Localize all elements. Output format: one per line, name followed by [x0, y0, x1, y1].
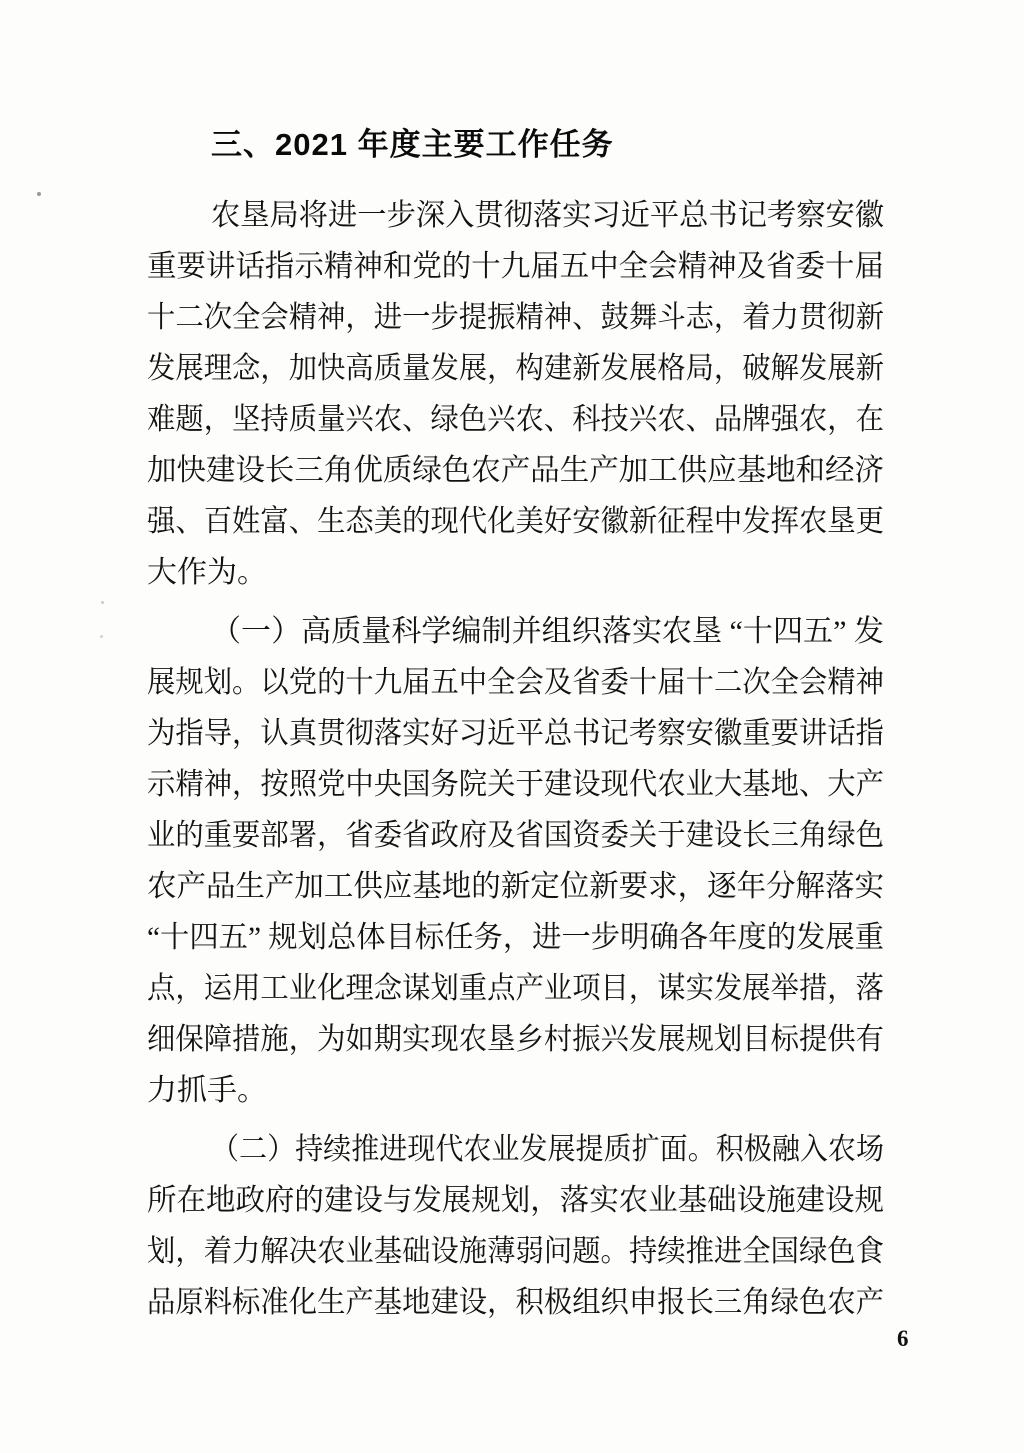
line-text: 力抓手。 — [147, 1074, 267, 1107]
line-text: 业的重要部署，省委省政府及省国资委关于建设长三角绿色 — [147, 819, 884, 852]
text-line — [147, 241, 884, 292]
scan-speck — [100, 635, 103, 638]
line-text: 强、百姓富、生态美的现代化美好安徽新征程中发挥农垦更 — [147, 505, 884, 538]
line-text: 难题，坚持质量兴农、绿色兴农、科技兴农、品牌强农，在 — [147, 403, 884, 436]
text-line — [147, 759, 884, 810]
text-line — [147, 292, 884, 343]
line-text: 十二次全会精神，进一步提振精神、鼓舞斗志，着力贯彻新 — [147, 301, 884, 334]
line-text: 所在地政府的建设与发展规划，落实农业基础设施建设规 — [147, 1184, 884, 1217]
text-line — [147, 912, 884, 963]
line-text: （一）高质量科学编制并组织落实农垦 “十四五” 发 — [211, 615, 884, 648]
text-line — [147, 190, 884, 241]
text-line — [147, 394, 884, 445]
paragraph-item-1 — [147, 606, 884, 1116]
text-line — [147, 606, 884, 657]
line-text: 细保障措施，为如期实现农垦乡村振兴发展规划目标提供有 — [147, 1023, 884, 1056]
paragraph-intro — [147, 190, 884, 598]
line-text: 农产品生产加工供应基地的新定位新要求，逐年分解落实 — [147, 870, 884, 903]
line-text: 加快建设长三角优质绿色农产品生产加工供应基地和经济 — [147, 454, 884, 487]
text-line — [147, 963, 884, 1014]
line-text: （二）持续推进现代农业发展提质扩面。积极融入农场 — [211, 1133, 884, 1166]
text-line — [147, 445, 884, 496]
scan-speck — [101, 601, 104, 604]
line-text: 品原料标准化生产基地建设，积极组织申报长三角绿色农产 — [147, 1286, 884, 1319]
line-text: 重要讲话指示精神和党的十九届五中全会精神及省委十届 — [147, 250, 884, 283]
document-body — [147, 124, 884, 1336]
line-text: 点，运用工业化理念谋划重点产业项目，谋实发展举措，落 — [147, 972, 884, 1005]
page-number: 6 — [897, 1326, 909, 1351]
text-line — [147, 1124, 884, 1175]
text-line — [147, 496, 884, 547]
line-text: “十四五” 规划总体目标任务，进一步明确各年度的发展重 — [147, 921, 884, 954]
section-heading: 三、2021 年度主要工作任务 — [211, 127, 614, 162]
text-line — [147, 547, 884, 598]
line-text: 发展理念，加快高质量发展，构建新发展格局，破解发展新 — [147, 352, 884, 385]
line-text: 大作为。 — [147, 556, 267, 589]
line-text: 农垦局将进一步深入贯彻落实习近平总书记考察安徽 — [211, 199, 884, 232]
line-text: 展规划。以党的十九届五中全会及省委十届十二次全会精神 — [147, 666, 884, 699]
text-line — [147, 1226, 884, 1277]
line-text: 示精神，按照党中央国务院关于建设现代农业大基地、大产 — [147, 768, 884, 801]
text-line — [147, 708, 884, 759]
text-line — [147, 657, 884, 708]
text-line — [147, 1065, 884, 1116]
text-line — [147, 1175, 884, 1226]
text-line — [147, 343, 884, 394]
scan-speck — [37, 192, 41, 196]
text-line — [147, 861, 884, 912]
text-line — [147, 1014, 884, 1065]
text-line — [147, 1277, 884, 1328]
text-line — [147, 810, 884, 861]
line-text: 为指导，认真贯彻落实好习近平总书记考察安徽重要讲话指 — [147, 717, 884, 750]
paragraph-item-2 — [147, 1124, 884, 1328]
line-text: 划，着力解决农业基础设施薄弱问题。持续推进全国绿色食 — [147, 1235, 884, 1268]
